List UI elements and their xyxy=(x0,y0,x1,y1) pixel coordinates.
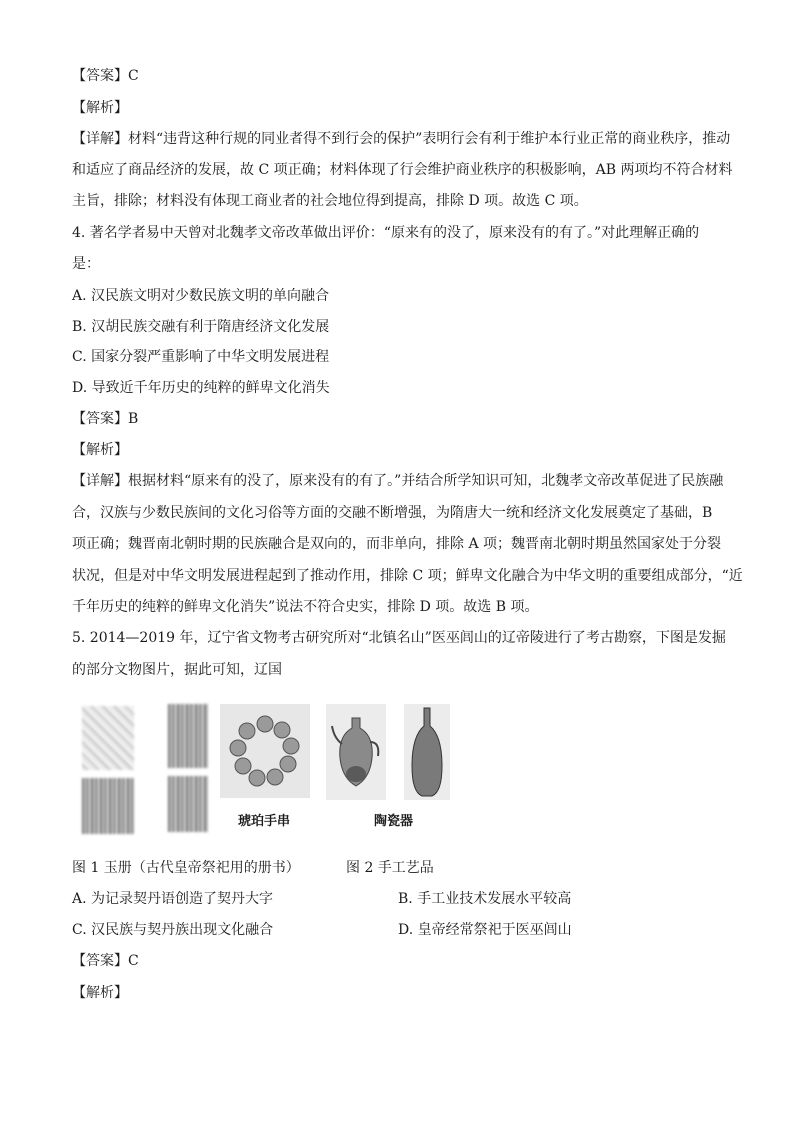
bracelet-label: 琥珀手串 xyxy=(238,814,291,829)
q4-detail-line-3: 项正确；魏晋南北朝时期的民族融合是双向的，而非单向，排除 A 项；魏晋南北朝时期虽然国家处于分裂 xyxy=(72,536,722,552)
q4-detail-line-2: 合，汉族与少数民族间的文化习俗等方面的交融不断增强，为隋唐大一统和经济文化发展奠定了基础，B xyxy=(72,505,713,521)
q5-answer: 【答案】C xyxy=(72,953,139,969)
jade-tablet-image-1 xyxy=(82,706,134,770)
q4-stem-line-2: 是： xyxy=(72,256,100,272)
q4-analysis-title: 【解析】 xyxy=(72,442,128,458)
q4-option-d: D. 导致近千年历史的纯粹的鲜卑文化消失 xyxy=(72,380,330,396)
q5-stem-line-2: 的部分文物图片，据此可知，辽国 xyxy=(72,662,282,678)
jade-tablet-image-2 xyxy=(168,704,208,768)
q4-detail-line-5: 千年历史的纯粹的鲜卑文化消失”说法不符合史实，排除 D 项。故选 B 项。 xyxy=(72,599,539,615)
q4-detail-line-4: 状况，但是对中华文明发展进程起到了推动作用，排除 C 项；鲜卑文化融合为中华文明的重要组成部分，“近 xyxy=(72,568,743,584)
q5-analysis-title: 【解析】 xyxy=(72,985,128,1001)
q4-answer: 【答案】B xyxy=(72,411,139,427)
q4-option-c: C. 国家分裂严重影响了中华文明发展进程 xyxy=(72,349,330,365)
porcelain-label: 陶瓷器 xyxy=(374,814,414,829)
jade-tablet-image-3 xyxy=(82,778,134,834)
q4-stem-line-1: 4. 著名学者易中天曾对北魏孝文帝改革做出评价：“原来有的没了，原来没有的有了。”对此理解正确的 xyxy=(72,225,700,241)
figure-captions xyxy=(72,858,722,878)
q3-detail-line-2: 和适应了商品经济的发展，故 C 项正确；材料体现了行会维护商业秩序的积极影响，AB 两项均不符合材料 xyxy=(72,162,733,178)
figure-2-caption: 图 2 手工艺品 xyxy=(346,860,434,876)
q5-option-c: C. 汉民族与契丹族出现文化融合 xyxy=(72,922,274,938)
q4-option-a: A. 汉民族文明对少数民族文明的单向融合 xyxy=(72,288,330,304)
q5-option-b: B. 手工业技术发展水平较高 xyxy=(398,891,572,907)
porcelain-vase-image xyxy=(404,704,450,800)
q4-detail-line-1: 【详解】根据材料“原来有的没了，原来没有的有了。”并结合所学知识可知，北魏孝文帝改革促进了民族融 xyxy=(72,473,724,489)
q5-option-a: A. 为记录契丹语创造了契丹大字 xyxy=(72,891,274,907)
q3-detail-line-3: 主旨，排除；材料没有体现工商业者的社会地位得到提高，排除 D 项。故选 C 项。 xyxy=(72,193,588,209)
porcelain-ewer-image xyxy=(326,704,386,800)
q5-stem-line-1: 5. 2014—2019 年，辽宁省文物考古研究所对“北镇名山”医巫闾山的辽帝陵进行了考古勘察，下图是发掘 xyxy=(72,630,726,646)
figure-1-caption: 图 1 玉册（古代皇帝祭祀用的册书） xyxy=(72,860,300,876)
q5-options-row-1 xyxy=(72,889,722,909)
jade-tablet-image-4 xyxy=(168,776,208,832)
amber-bracelet-image xyxy=(220,704,310,798)
artifact-figures xyxy=(72,700,472,840)
q5-options-row-2 xyxy=(72,920,722,940)
q4-option-b: B. 汉胡民族交融有利于隋唐经济文化发展 xyxy=(72,319,330,335)
q3-answer: 【答案】C xyxy=(72,68,139,84)
q3-detail-line-1: 【详解】材料“违背这种行规的同业者得不到行会的保护”表明行会有利于维护本行业正常的商业秩序，推动 xyxy=(72,131,731,147)
q3-analysis-title: 【解析】 xyxy=(72,100,128,116)
q5-option-d: D. 皇帝经常祭祀于医巫闾山 xyxy=(398,922,572,938)
